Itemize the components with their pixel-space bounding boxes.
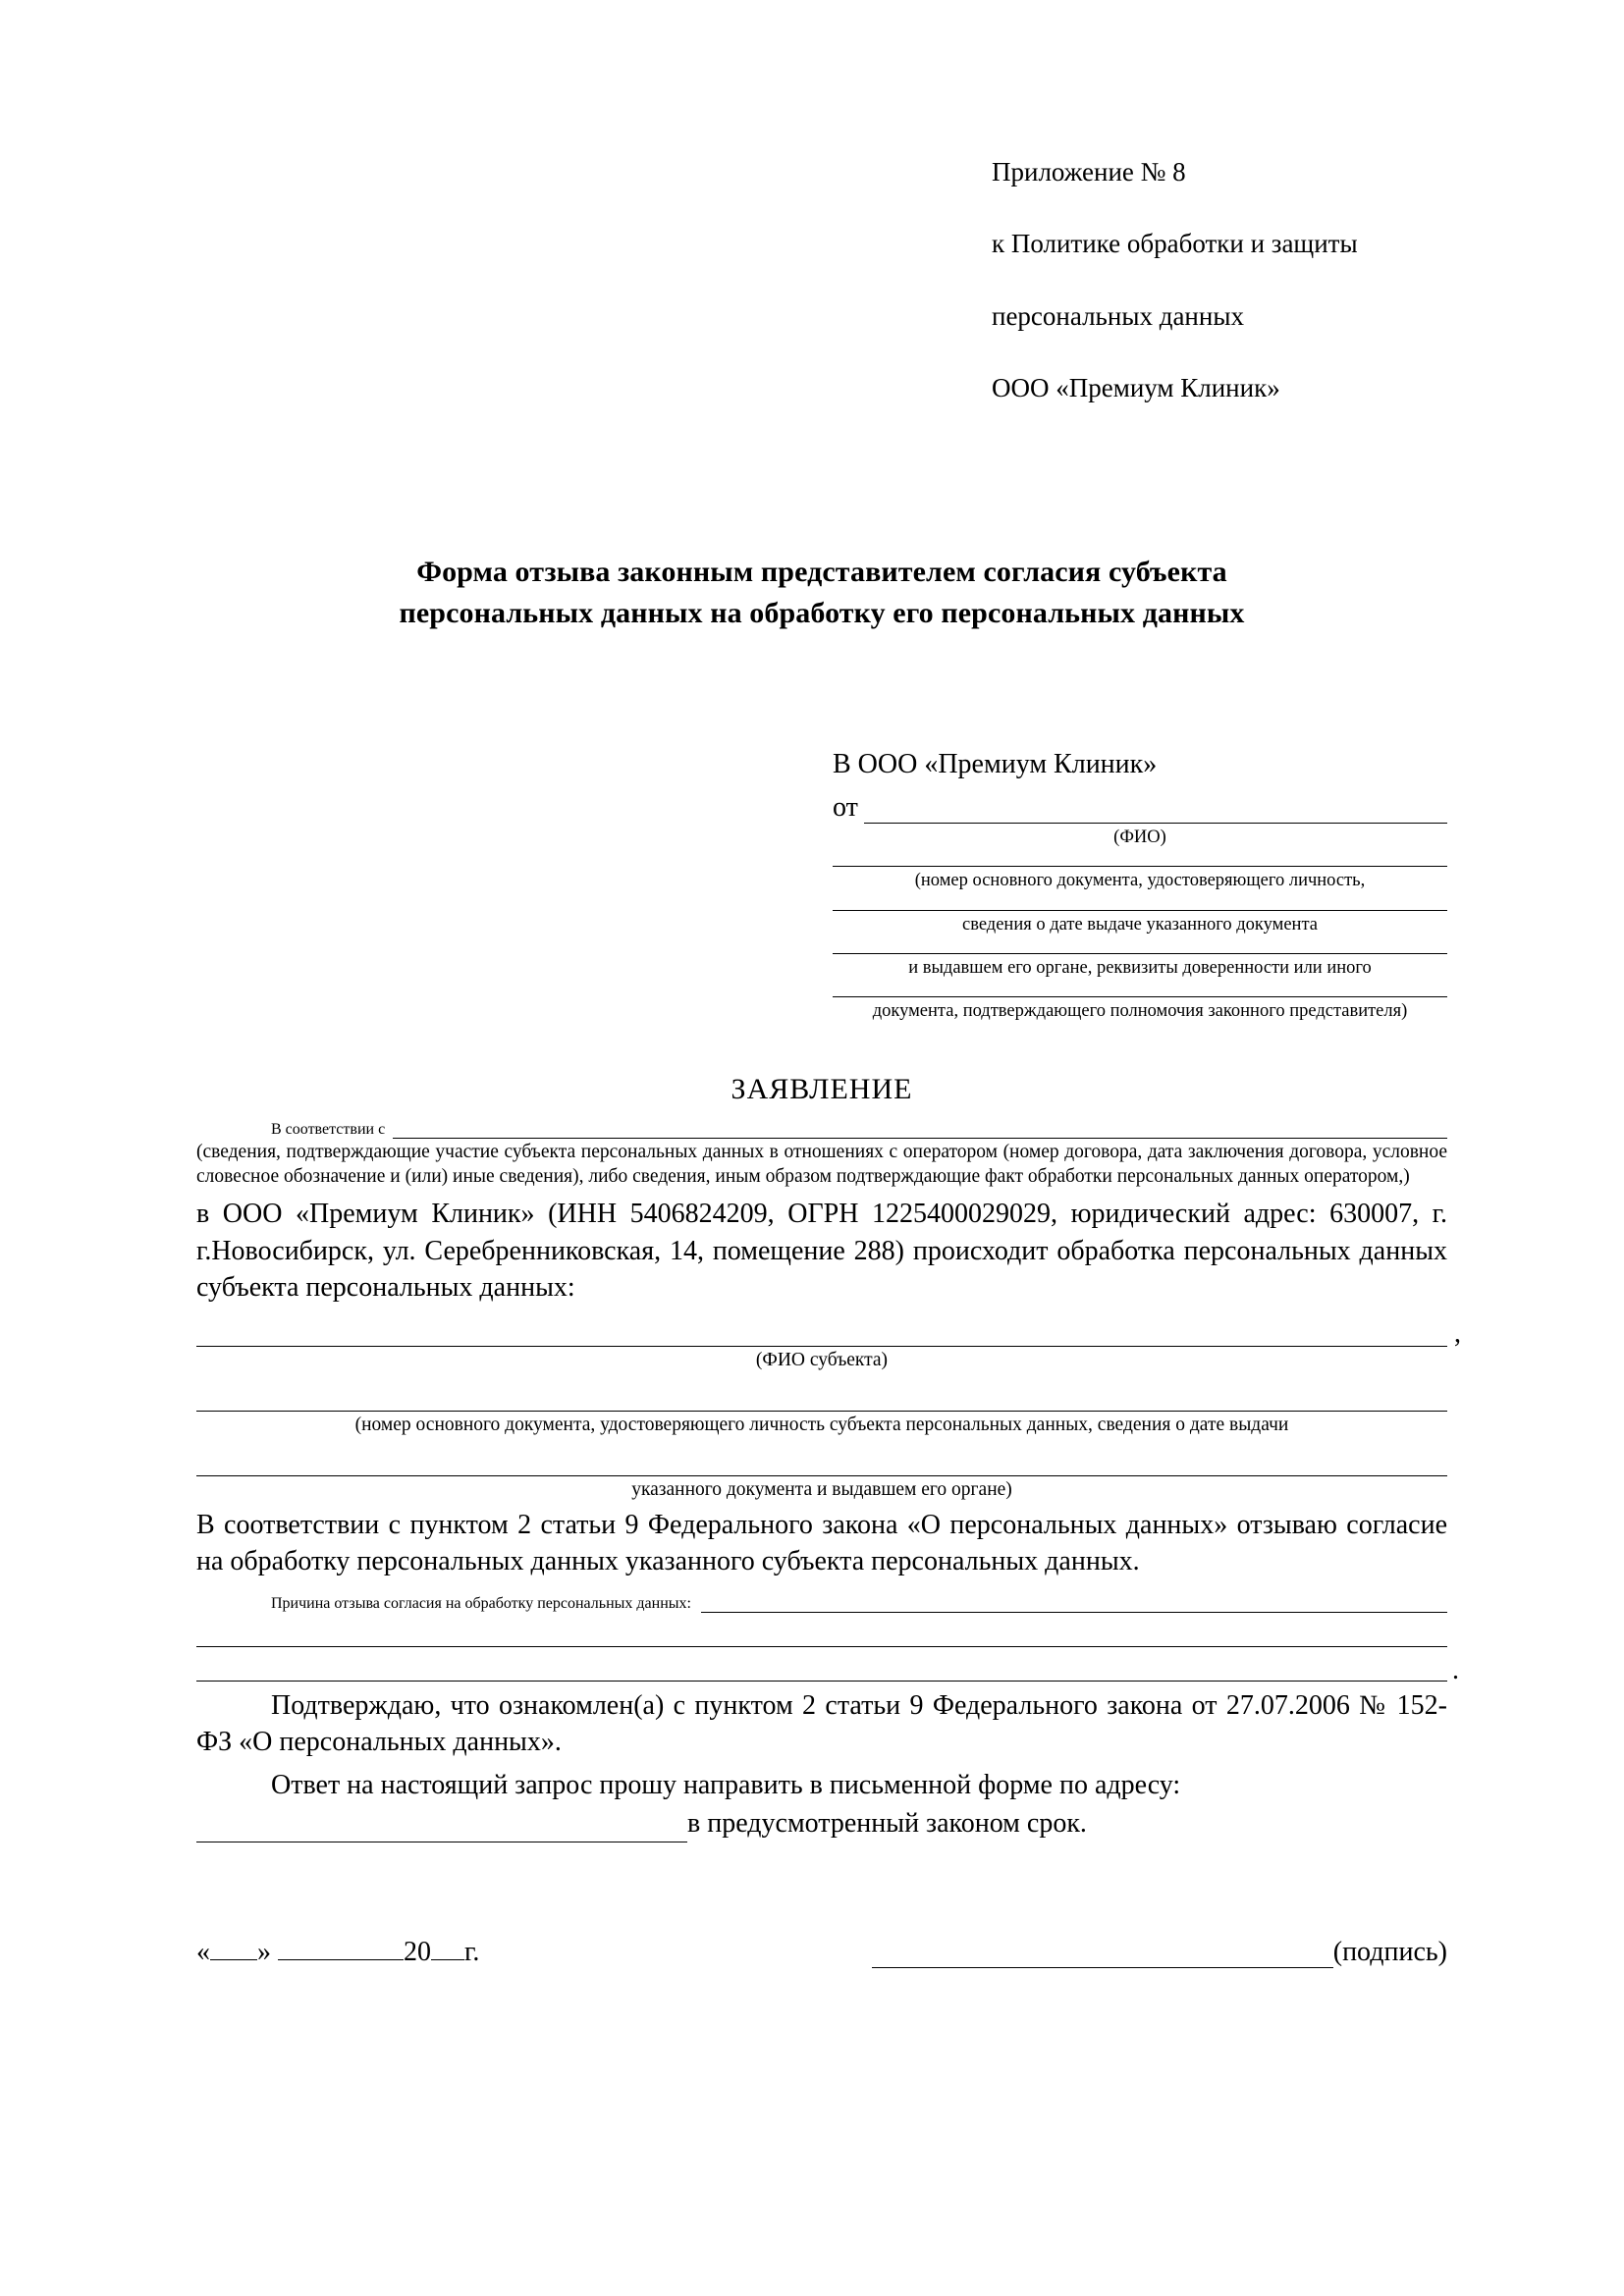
date-open-quote: « xyxy=(196,1936,210,1967)
confirm-text-1: Подтверждаю, что ознакомлен(а) с пунктом 2 статьи 9 Федерального закона xyxy=(271,1689,1183,1721)
signature-input[interactable] xyxy=(872,1946,1333,1968)
answer-address-row xyxy=(196,1805,1447,1842)
doc-line-3[interactable] xyxy=(833,953,1447,954)
reason-label: Причина отзыва согласия на обработку персональных данных: xyxy=(271,1594,691,1612)
addressee-organization: В ООО «Премиум Клиник» xyxy=(833,749,1158,780)
date-year-suffix: г. xyxy=(464,1936,480,1967)
statement-heading: ЗАЯВЛЕНИЕ xyxy=(731,1073,913,1106)
page-title-line-1: Форма отзыва законным представителем согласия субъекта xyxy=(416,556,1227,589)
in-accordance-label: В соответствии с xyxy=(271,1121,386,1139)
revoke-paragraph: В соответствии с пунктом 2 статьи 9 Федерального закона «О персональных данных» отзываю согласие на обработку персональных данных указанного субъекта персональных данных. xyxy=(196,1509,1447,1577)
subject-fio-comma: , xyxy=(1454,1317,1461,1349)
subject-doc-field-1 xyxy=(196,1383,1447,1436)
subject-fio-field xyxy=(196,1317,1461,1371)
from-row xyxy=(833,792,1447,824)
statement-note: (сведения, подтверждающие участие субъекта персональных данных в отношениях с оператором (номер договора, дата заключения договора, условное словесное обозначение и (или) иные сведения), либо сведения, иным образом подтверждающие факт обработки персональных данных оператором,) xyxy=(196,1142,1447,1188)
date-month-input[interactable] xyxy=(278,1959,404,1960)
confirmation-paragraph xyxy=(196,1687,1447,1761)
document-header xyxy=(992,118,1447,442)
in-accordance-input[interactable] xyxy=(393,1112,1447,1139)
from-label: от xyxy=(833,792,858,824)
subject-fio-input[interactable] xyxy=(196,1317,1461,1349)
signature-field xyxy=(746,1937,1447,1968)
caption-doc-3: и выдавшем его органе, реквизиты доверенности или иного xyxy=(908,957,1372,978)
date-year-prefix: 20 xyxy=(404,1936,431,1967)
caption-fio: (ФИО) xyxy=(1113,828,1166,848)
doc-line-1[interactable] xyxy=(833,866,1447,867)
signature-row xyxy=(196,1937,1447,1968)
caption-doc-2: сведения о дате выдаче указанного документа xyxy=(962,914,1318,934)
in-accordance-row xyxy=(196,1112,1447,1139)
date-year-input[interactable] xyxy=(431,1959,464,1960)
date-close-quote: » xyxy=(257,1936,271,1967)
doc-line-2[interactable] xyxy=(833,910,1447,911)
answer-paragraph xyxy=(196,1767,1447,1804)
page-title xyxy=(196,552,1447,633)
caption-subject-fio: (ФИО субъекта) xyxy=(755,1349,889,1370)
subject-doc-input-1[interactable] xyxy=(196,1383,1447,1412)
caption-subject-doc-2: указанного документа и выдавшем его органе) xyxy=(631,1478,1012,1500)
reason-input-1[interactable] xyxy=(701,1586,1447,1613)
date-field[interactable] xyxy=(196,1937,746,1968)
header-line-1: Приложение № 8 xyxy=(992,156,1186,187)
header-line-3: персональных данных xyxy=(992,300,1244,331)
subject-doc-field-2 xyxy=(196,1448,1447,1501)
caption-subject-doc-1: (номер основного документа, удостоверяющего личность субъекта персональных данных, сведения о дате выдачи xyxy=(354,1414,1289,1435)
answer-address-input[interactable] xyxy=(196,1816,687,1842)
from-fio-input[interactable] xyxy=(864,797,1447,824)
page-title-line-2: персональных данных на обработку его персональных данных xyxy=(399,596,1245,629)
reason-end-dot: . xyxy=(1452,1654,1459,1685)
date-day-input[interactable] xyxy=(210,1959,257,1960)
caption-doc-1: (номер основного документа, удостоверяющего личность, xyxy=(914,871,1366,891)
subject-doc-input-2[interactable] xyxy=(196,1448,1447,1476)
answer-text: Ответ на настоящий запрос прошу направить в письменной форме по адресу: xyxy=(271,1769,1181,1800)
header-line-2: к Политике обработки и защиты xyxy=(992,229,1358,259)
reason-row xyxy=(196,1586,1447,1613)
caption-doc-4: документа, подтверждающего полномочия законного представителя) xyxy=(872,1001,1408,1021)
header-line-4: ООО «Премиум Клиник» xyxy=(992,373,1280,403)
doc-line-4[interactable] xyxy=(833,996,1447,997)
reason-input-3[interactable] xyxy=(196,1647,1459,1685)
answer-tail: в предусмотренный законом срок. xyxy=(687,1808,1087,1840)
addressee-block xyxy=(833,749,1447,1022)
reason-input-2[interactable] xyxy=(196,1613,1447,1647)
organization-paragraph: в ООО «Премиум Клиник» (ИНН 5406824209, ОГРН 1225400029029, юридический адрес: 630007, г. г.Новосибирск, ул. Серебренниковская, 14, помещение 288) происходит обработка персональных данных субъекта персональных данных: xyxy=(196,1199,1447,1304)
confirm-text-2: от 27.07.2006 № 152-ФЗ «О персональных данных». xyxy=(196,1689,1448,1758)
signature-caption: (подпись) xyxy=(1332,1936,1447,1967)
